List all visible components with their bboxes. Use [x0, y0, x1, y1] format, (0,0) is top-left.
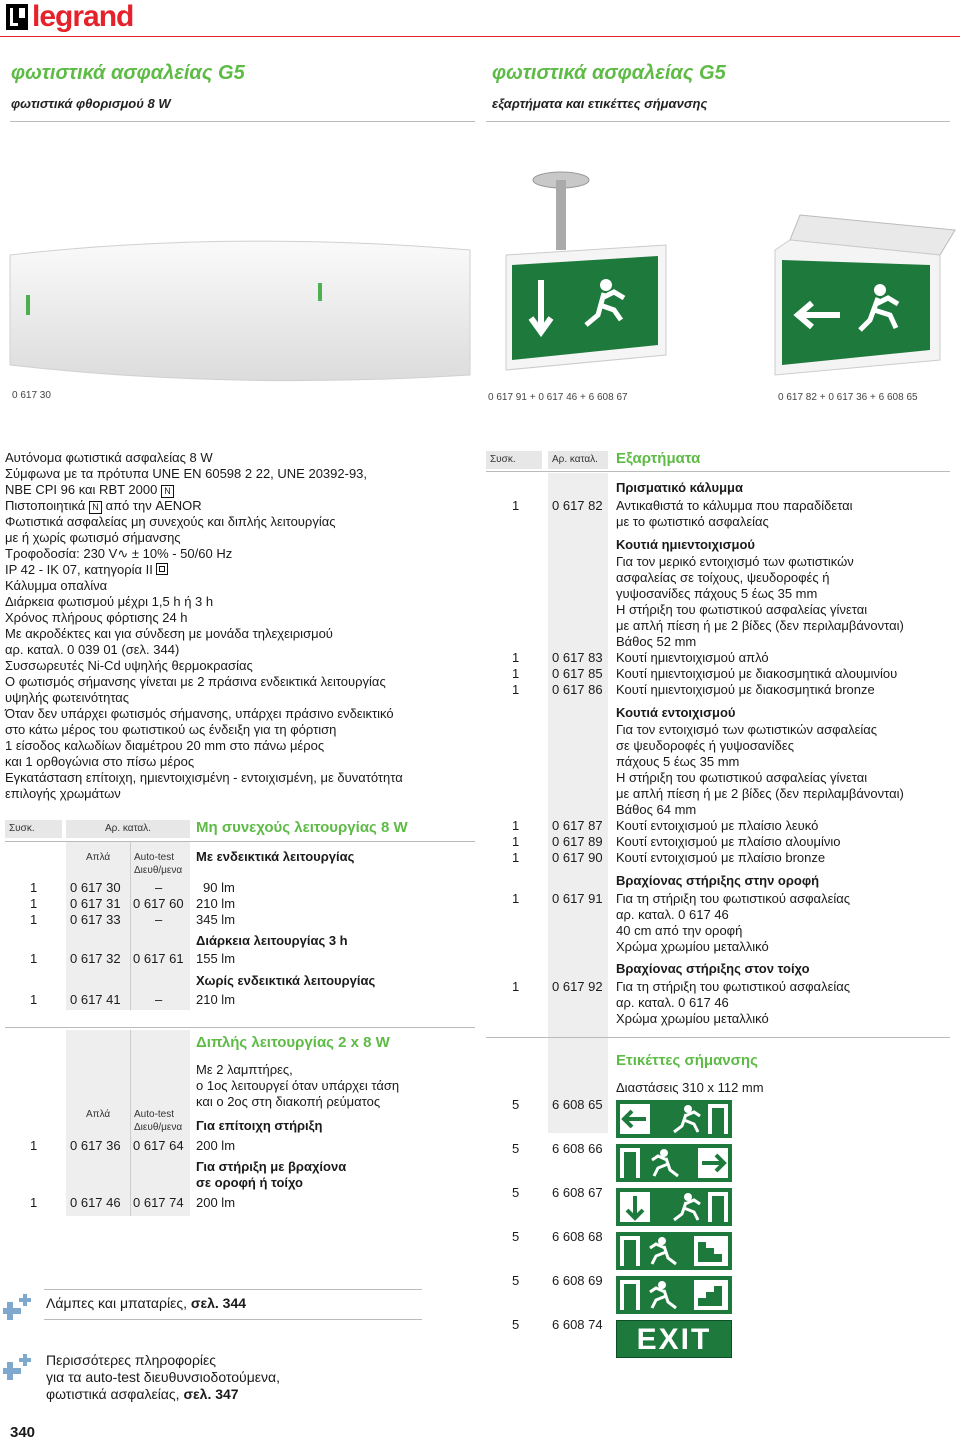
desc-line: Χρόνος πλήρους φόρτισης 24 h — [5, 610, 188, 625]
desc-line: Φωτιστικά ασφαλείας μη συνεχούς και διπλής λειτουργίας — [5, 514, 336, 529]
row-pack: 1 — [512, 979, 520, 994]
col-header-pack: Συσκ. — [486, 451, 542, 469]
row-pack: 1 — [512, 666, 520, 681]
header-divider — [0, 36, 960, 37]
row-desc: Χρώμα χρωμίου μεταλλικό — [616, 939, 769, 954]
exit-sign-arrow-down — [616, 1188, 732, 1226]
table-rule — [5, 1027, 475, 1028]
group-desc: σε ψευδοροφές ή γυψοσανίδες — [616, 738, 794, 753]
left-title: φωτιστικά ασφαλείας G5 — [11, 62, 245, 84]
labels-dimensions: Διαστάσεις 310 x 112 mm — [616, 1080, 764, 1095]
desc-line: Τροφοδοσία: 230 V∿ ± 10% - 50/60 Hz — [5, 546, 233, 561]
class-ii-icon — [156, 563, 168, 575]
row-ref: 0 617 91 — [552, 891, 603, 906]
left-title-rule — [10, 121, 475, 122]
row-auto: – — [155, 912, 163, 927]
row-auto: 0 617 61 — [133, 951, 184, 966]
right-image-caption-2: 0 617 82 + 0 617 36 + 6 608 65 — [778, 392, 918, 403]
group-desc: Βάθος 52 mm — [616, 634, 697, 649]
row-desc: με το φωτιστικό ασφαλείας — [616, 514, 769, 529]
sub-header-simple: Απλά — [86, 1109, 111, 1120]
desc-line: Ο φωτισμός σήμανσης γίνεται με 2 πράσινα ενδεικτικά λειτουργίας — [5, 674, 386, 689]
row-pack: 1 — [30, 951, 38, 966]
right-title: φωτιστικά ασφαλείας G5 — [492, 62, 726, 84]
desc-line: Συσσωρευτές Ni-Cd υψηλής θερμοκρασίας — [5, 658, 253, 673]
left-image-caption: 0 617 30 — [12, 390, 51, 401]
group-heading: Διάρκεια λειτουργίας 3 h — [196, 933, 348, 948]
desc-line: IP 42 - IK 07, κατηγορία II — [5, 562, 475, 578]
exit-sign-stairs-up — [616, 1276, 732, 1314]
exit-sign-arrow-right — [616, 1144, 732, 1182]
wall-sign-image — [730, 210, 960, 385]
row-pack: 1 — [512, 834, 520, 849]
row-desc: Χρώμα χρωμίου μεταλλικό — [616, 1011, 769, 1026]
group-heading: Για στήριξη με βραχίονα — [196, 1159, 347, 1174]
label-ref: 6 608 69 — [552, 1273, 603, 1288]
label-pack: 5 — [512, 1229, 520, 1244]
group-desc: Η στήριξη του φωτιστικού ασφαλείας γίνεται — [616, 770, 868, 785]
group-heading: σε οροφή ή τοίχο — [196, 1175, 303, 1190]
cert-mark-icon: N — [161, 485, 174, 498]
row-ref: 0 617 82 — [552, 498, 603, 513]
row-desc: Για τη στήριξη του φωτιστικού ασφαλείας — [616, 979, 851, 994]
info-plus-icon — [3, 1290, 37, 1324]
row-lumen: 210 lm — [196, 992, 236, 1007]
table-heading-2: Διπλής λειτουργίας 2 x 8 W — [196, 1034, 390, 1051]
sub-header-auto: Auto-test — [134, 852, 175, 863]
left-description — [5, 450, 475, 802]
desc2-line: ο 1ος λειτουργεί όταν υπάρχει τάση — [196, 1078, 400, 1093]
row-pack: 1 — [30, 896, 38, 911]
row-pack: 1 — [512, 498, 520, 513]
group-heading: Βραχίονας στήριξης στην οροφή — [616, 873, 820, 888]
accessories-heading: Εξαρτήματα — [616, 450, 701, 467]
row-ref: 0 617 90 — [552, 850, 603, 865]
row-ref: 0 617 85 — [552, 666, 603, 681]
group-heading: Βραχίονας στήριξης στον τοίχο — [616, 961, 810, 976]
desc-line: Με ακροδέκτες και για σύνδεση με μονάδα τηλεχειρισμού — [5, 626, 333, 641]
desc-line: στο κάτω μέρος του φωτιστικού ως ένδειξη για τη φόρτιση — [5, 722, 337, 737]
desc-line: Πιστοποιητικά N από την AENOR — [5, 498, 202, 513]
column-divider — [130, 1030, 131, 1216]
row-pack: 1 — [30, 912, 38, 927]
note-rule — [44, 1319, 422, 1320]
note-batteries: Λάμπες και μπαταρίες, σελ. 344 — [46, 1295, 247, 1311]
group-desc: Βάθος 64 mm — [616, 802, 697, 817]
row-pack: 1 — [512, 650, 520, 665]
ref-column-shade — [548, 473, 608, 1133]
label-pack: 5 — [512, 1273, 520, 1288]
row-ref: 0 617 92 — [552, 979, 603, 994]
desc-line: Διάρκεια φωτισμού μέχρι 1,5 h ή 3 h — [5, 594, 214, 609]
row-pack: 1 — [30, 880, 38, 895]
desc-line: Εγκατάσταση επίτοιχη, ημιεντοιχισμένη - εντοιχισμένη, με δυνατότητα — [5, 770, 403, 785]
info-plus-icon — [3, 1350, 37, 1384]
row-lumen: 200 lm — [196, 1195, 236, 1210]
group-desc: πάχους 5 έως 35 mm — [616, 754, 740, 769]
row-desc: Κουτί εντοιχισμού με πλαίσιο λευκό — [616, 818, 819, 833]
group-desc: Η στήριξη του φωτιστικού ασφαλείας γίνεται — [616, 602, 868, 617]
group-heading: Με ενδεικτικά λειτουργίας — [196, 849, 355, 864]
row-ref: 0 617 86 — [552, 682, 603, 697]
row-ref: 0 617 31 — [70, 896, 121, 911]
row-ref: 0 617 41 — [70, 992, 121, 1007]
row-pack: 1 — [512, 818, 520, 833]
left-subtitle: φωτιστικά φθορισμού 8 W — [11, 96, 171, 111]
group-desc: Για τον μερικό εντοιχισμό των φωτιστικών — [616, 554, 854, 569]
desc-line: Όταν δεν υπάρχει φωτισμός σήμανσης, υπάρχει πράσινο ενδεικτικό — [5, 706, 394, 721]
col-header-pack: Συσκ. — [5, 820, 62, 838]
label-ref: 6 608 74 — [552, 1317, 603, 1332]
desc-line: Κάλυμμα οπαλίνα — [5, 578, 108, 593]
row-auto: – — [155, 992, 163, 1007]
group-desc: γυψοσανίδες πάχους 5 έως 35 mm — [616, 586, 818, 601]
row-auto: 0 617 74 — [133, 1195, 184, 1210]
row-desc: Κουτί ημιεντοιχισμού με διακοσμητικά αλουμινίου — [616, 666, 898, 681]
note-auto-test: Περισσότερες πληροφορίες για τα auto-test διευθυνσιοδοτούμενα, φωτιστικά ασφαλείας, σελ. 347 — [46, 1352, 281, 1402]
row-lumen: 90 lm — [203, 880, 235, 895]
row-pack: 1 — [512, 682, 520, 697]
page-number: 340 — [10, 1424, 36, 1441]
group-desc: με απλή πίεση ή με 2 βίδες (δεν περιλαμβάνονται) — [616, 786, 904, 801]
row-pack: 1 — [512, 891, 520, 906]
right-title-rule — [486, 121, 950, 122]
label-pack: 5 — [512, 1317, 520, 1332]
row-ref: 0 617 83 — [552, 650, 603, 665]
group-heading: Για επίτοιχη στήριξη — [196, 1118, 323, 1133]
ceiling-sign-image — [486, 170, 686, 385]
label-ref: 6 608 65 — [552, 1097, 603, 1112]
desc-line: Αυτόνομα φωτιστικά ασφαλείας 8 W — [5, 450, 213, 465]
row-ref: 0 617 36 — [70, 1138, 121, 1153]
desc-line: με ή χωρίς φωτισμό σήμανσης — [5, 530, 181, 545]
luminaire-image — [0, 225, 475, 385]
group-heading: Χωρίς ενδεικτικά λειτουργίας — [196, 973, 376, 988]
row-lumen: 200 lm — [196, 1138, 236, 1153]
row-pack: 1 — [30, 992, 38, 1007]
right-subtitle: εξαρτήματα και ετικέττες σήμανσης — [492, 96, 708, 111]
note-rule — [44, 1289, 422, 1290]
desc-line: υψηλής φωτεινότητας — [5, 690, 130, 705]
row-desc: Κουτί εντοιχισμού με πλαίσιο αλουμίνιο — [616, 834, 841, 849]
group-heading: Πρισματικό κάλυμμα — [616, 480, 743, 495]
row-ref: 0 617 33 — [70, 912, 121, 927]
row-ref: 0 617 32 — [70, 951, 121, 966]
sub-header-auto2: Διευθ/μενα — [134, 865, 183, 876]
desc2-line: και ο 2ος στη διακοπή ρεύματος — [196, 1094, 381, 1109]
brand-logo: legrand — [32, 0, 134, 33]
desc-line: Σύμφωνα με τα πρότυπα UNE EN 60598 2 22, UNE 20392-93, — [5, 466, 368, 481]
table-rule — [486, 471, 950, 472]
label-pack: 5 — [512, 1097, 520, 1112]
group-heading: Κουτιά ημιεντοιχισμού — [616, 537, 755, 552]
row-auto: – — [155, 880, 163, 895]
row-desc: 40 cm από την οροφή — [616, 923, 743, 938]
row-ref: 0 617 89 — [552, 834, 603, 849]
group-desc: ασφαλείας σε τοίχους, ψευδοροφές ή — [616, 570, 830, 585]
right-image-caption-1: 0 617 91 + 0 617 46 + 6 608 67 — [488, 392, 628, 403]
exit-sign-arrow-left — [616, 1100, 732, 1138]
column-divider — [130, 842, 131, 1010]
row-ref: 0 617 46 — [70, 1195, 121, 1210]
row-desc: Κουτί ημιεντοιχισμού με διακοσμητικά bronze — [616, 682, 875, 697]
sub-header-auto2: Διευθ/μενα — [134, 1122, 183, 1133]
group-desc: με απλή πίεση ή με 2 βίδες (δεν περιλαμβάνονται) — [616, 618, 904, 633]
row-lumen: 345 lm — [196, 912, 236, 927]
label-pack: 5 — [512, 1141, 520, 1156]
row-desc: Κουτί εντοιχισμού με πλαίσιο bronze — [616, 850, 826, 865]
col-header-ref: Αρ. καταλ. — [66, 820, 190, 838]
label-pack: 5 — [512, 1185, 520, 1200]
desc-line: 1 είσοδος καλωδίων διαμέτρου 20 mm στο πάνω μέρος — [5, 738, 325, 753]
row-auto: 0 617 64 — [133, 1138, 184, 1153]
group-desc: Για τον εντοιχισμό των φωτιστικών ασφαλείας — [616, 722, 878, 737]
col-header-ref: Αρ. καταλ. — [548, 451, 608, 469]
row-desc: Αντικαθιστά το κάλυμμα που παραδίδεται — [616, 498, 853, 513]
row-desc: αρ. καταλ. 0 617 46 — [616, 995, 729, 1010]
row-pack: 1 — [30, 1138, 38, 1153]
row-pack: 1 — [30, 1195, 38, 1210]
row-auto: 0 617 60 — [133, 896, 184, 911]
row-desc: αρ. καταλ. 0 617 46 — [616, 907, 729, 922]
desc-line: αρ. καταλ. 0 039 01 (σελ. 344) — [5, 642, 180, 657]
desc-line: επιλογής χρωμάτων — [5, 786, 121, 801]
row-pack: 1 — [512, 850, 520, 865]
ac-wave-icon: ∿ — [117, 546, 129, 561]
legrand-logo-mark — [6, 4, 28, 30]
row-lumen: 155 lm — [196, 951, 236, 966]
label-ref: 6 608 68 — [552, 1229, 603, 1244]
table-heading: Μη συνεχούς λειτουργίας 8 W — [196, 819, 408, 836]
sub-header-simple: Απλά — [86, 852, 111, 863]
table-rule — [486, 1037, 950, 1038]
row-ref: 0 617 87 — [552, 818, 603, 833]
row-desc: Για τη στήριξη του φωτιστικού ασφαλείας — [616, 891, 851, 906]
row-ref: 0 617 30 — [70, 880, 121, 895]
label-ref: 6 608 67 — [552, 1185, 603, 1200]
desc-line: NBE CPI 96 και RBT 2000 N — [5, 482, 475, 498]
cert-mark-icon: N — [89, 501, 102, 514]
group-heading: Κουτιά εντοιχισμού — [616, 705, 736, 720]
row-lumen: 210 lm — [196, 896, 236, 911]
sub-header-auto: Auto-test — [134, 1109, 175, 1120]
label-ref: 6 608 66 — [552, 1141, 603, 1156]
desc2-line: Με 2 λαμπτήρες, — [196, 1062, 293, 1077]
row-desc: Κουτί ημιεντοιχισμού απλό — [616, 650, 769, 665]
desc-line: και 1 ορθογώνια στο πίσω μέρος — [5, 754, 195, 769]
exit-sign-text: EXIT — [616, 1320, 732, 1358]
exit-sign-stairs-down — [616, 1232, 732, 1270]
labels-heading: Ετικέττες σήμανσης — [616, 1052, 758, 1069]
